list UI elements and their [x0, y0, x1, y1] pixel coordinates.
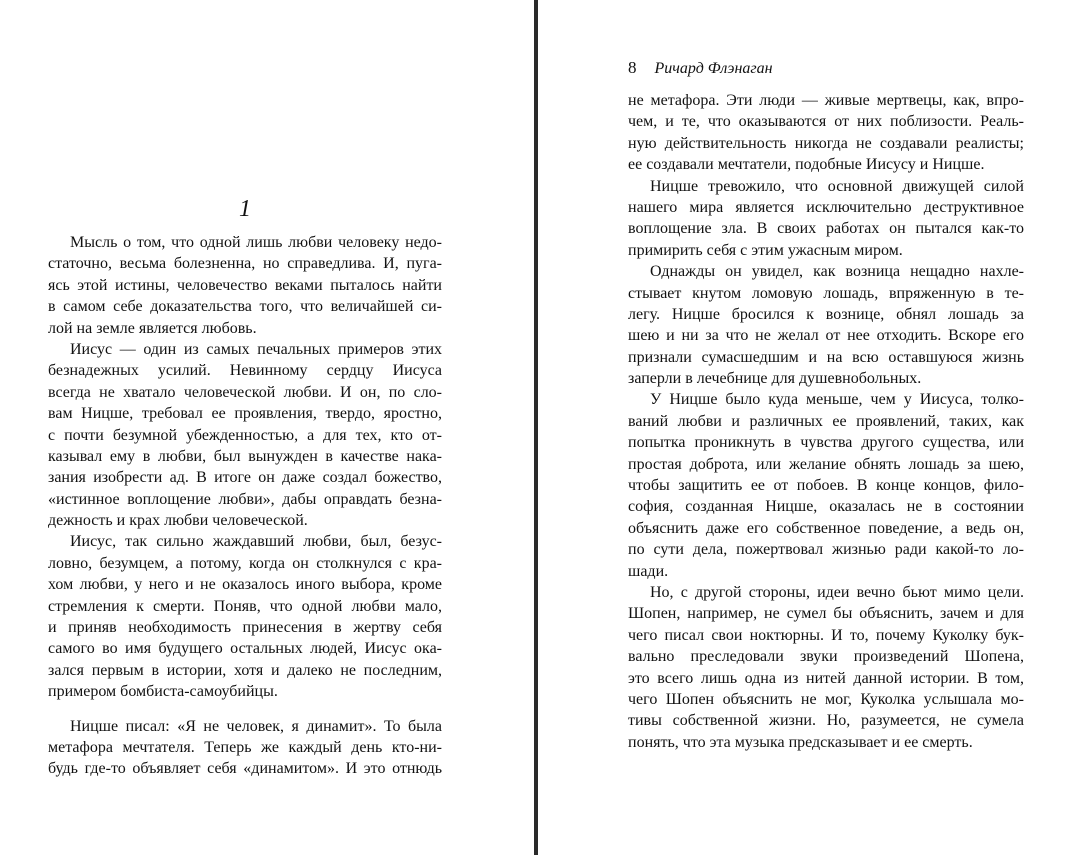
text-line: чем, и те, что оказываются от них поблизости. Реаль- [628, 113, 1024, 131]
text-line: метафора мечтателя. Теперь же каждый день кто-ни- [48, 738, 442, 756]
text-line: дежность и крах любви человеческой. [48, 512, 308, 530]
text-line: чего писал свои ноктюрны. И то, почему Куколку бук- [628, 626, 1024, 644]
text-line: и приняв необходимость принесения в жертву себя [48, 619, 442, 637]
text-line: в самом себе доказательства того, что величайшей си- [48, 298, 442, 316]
text-line: заперли в лечебнице для душевнобольных. [628, 370, 922, 388]
text-line: попытка проникнуть в чувства другого существа, или [628, 434, 1024, 452]
text-line: вально преследовали звуки произведений Шопена, [628, 648, 1024, 666]
text-line: самого во имя будущего остальных людей, Иисус ока- [48, 640, 442, 658]
text-line: ясь этой истины, человечество веками пыталось найти [48, 276, 442, 294]
text-line: примирить себя с этим ужасным миром. [628, 241, 903, 259]
text-line: не метафора. Эти люди — живые мертвецы, как, впро- [628, 92, 1024, 109]
running-header [628, 58, 773, 79]
text-line: Иисус, так сильно жаждавший любви, был, безус- [70, 533, 442, 551]
text-line: чего Шопен объяснить не мог, Куколка услышала мо- [628, 690, 1024, 708]
paragraph [628, 176, 1024, 262]
text-line: Ницше тревожило, что основной движущей силой [650, 177, 1024, 195]
page-number: 8 [628, 58, 637, 77]
text-line: понять, что эта музыка предсказывает и ее смерть. [628, 733, 973, 751]
text-line: Иисус — один из самых печальных примеров этих [70, 340, 442, 358]
text-line: безнадежных усилий. Невинному сердцу Иисуса [48, 362, 442, 380]
text-line: хом любви, у него и не оказалось иного выбора, кроме [48, 576, 442, 594]
text-line: казывал ему в любви, был вынужден в качестве нака- [48, 447, 442, 465]
text-line: вам Ницше, требовал ее проявления, твердо, яростно, [48, 405, 442, 423]
running-header-author: Ричард Флэнаган [654, 60, 773, 77]
paragraph [628, 261, 1024, 389]
text-line: воплощение зла. В своих работах он пытался как-то [628, 220, 1024, 238]
paragraph [48, 339, 442, 532]
text-line: Ницше писал: «Я не человек, я динамит». То была [70, 717, 442, 735]
paragraph [48, 232, 442, 339]
text-line: «истинное воплощение любви», дабы оправдать безна- [48, 490, 442, 508]
paragraph [628, 389, 1024, 582]
text-line: стремления к смерти. Поняв, что одной любви мало, [48, 597, 442, 615]
text-line: чтобы защитить ее от побоев. В конце концов, фило- [628, 477, 1024, 495]
text-line: шади. [628, 562, 669, 580]
text-line: примером бомбиста-самоубийцы. [48, 683, 278, 701]
text-line: Мысль о том, что одной лишь любви человеку недо- [70, 234, 442, 251]
text-line: легу. Ницше бросился к вознице, обнял лошадь за [628, 305, 1024, 323]
chapter-number: 1 [239, 196, 251, 222]
text-line: Но, с другой стороны, идеи вечно бьют мимо цели. [650, 583, 1024, 601]
text-line: стывает кнутом ломовую лошадь, впряженную в те- [628, 284, 1024, 302]
text-line: Шопен, например, не сумел бы объяснить, зачем и для [628, 605, 1024, 623]
text-line: нашего мира является исключительно деструктивное [628, 198, 1024, 216]
text-line: шею и ни за что не желал от нее отходить. Вскоре его [628, 327, 1024, 345]
text-line: Однажды он увидел, как возница нещадно нахле- [650, 263, 1024, 281]
paragraph [48, 716, 442, 780]
paragraph [628, 582, 1024, 753]
right-page-text [628, 90, 1024, 753]
text-line: по сути дела, пожертвовал жизнью ради какой-то ло- [628, 541, 1024, 559]
text-line: У Ницше было куда меньше, чем у Иисуса, толко- [650, 391, 1024, 409]
text-line: это всего лишь одна из нитей данной истории. В том, [628, 669, 1024, 687]
text-line: всегда не хватало человеческой любви. И он, по сло- [48, 383, 442, 401]
text-line: объяснить даже его собственное поведение, а ведь он, [628, 519, 1024, 537]
text-line: будь где-то объявляет себя «динамитом». И это отнюдь [48, 760, 442, 778]
text-line: простая доброта, или желание обнять лошадь за шею, [628, 455, 1024, 473]
paragraph [48, 531, 442, 702]
text-line: лой на земле является любовь. [48, 319, 257, 337]
text-line: ваний любви и различных ее проявлений, таких, как [628, 412, 1024, 430]
book-spine [534, 0, 538, 855]
paragraph [628, 90, 1024, 176]
text-line: ловно, безумцем, а потому, когда он столкнулся с кра- [48, 554, 442, 572]
text-line: зания изобрести ад. В итоге он даже создал божество, [48, 469, 442, 487]
text-line: софия, созданная Ницше, оказалась не в состоянии [628, 498, 1024, 516]
text-line: ную действительность никогда не создавали реалисты; [628, 134, 1024, 152]
left-page-text [48, 232, 442, 780]
text-line: ее создавали мечтатели, подобные Иисусу и Ницше. [628, 156, 985, 174]
text-line: признали сумасшедшим и на всю оставшуюся жизнь [628, 348, 1024, 366]
text-line: с почти безумной убежденностью, а для тех, кто от- [48, 426, 442, 444]
text-line: тивы собственной жизни. Но, разумеется, не сумела [628, 712, 1024, 730]
text-line: зался первым в истории, хотя и далеко не последним, [48, 661, 442, 679]
text-line: статочно, весьма болезненна, но справедлива. И, пуга- [48, 255, 442, 273]
